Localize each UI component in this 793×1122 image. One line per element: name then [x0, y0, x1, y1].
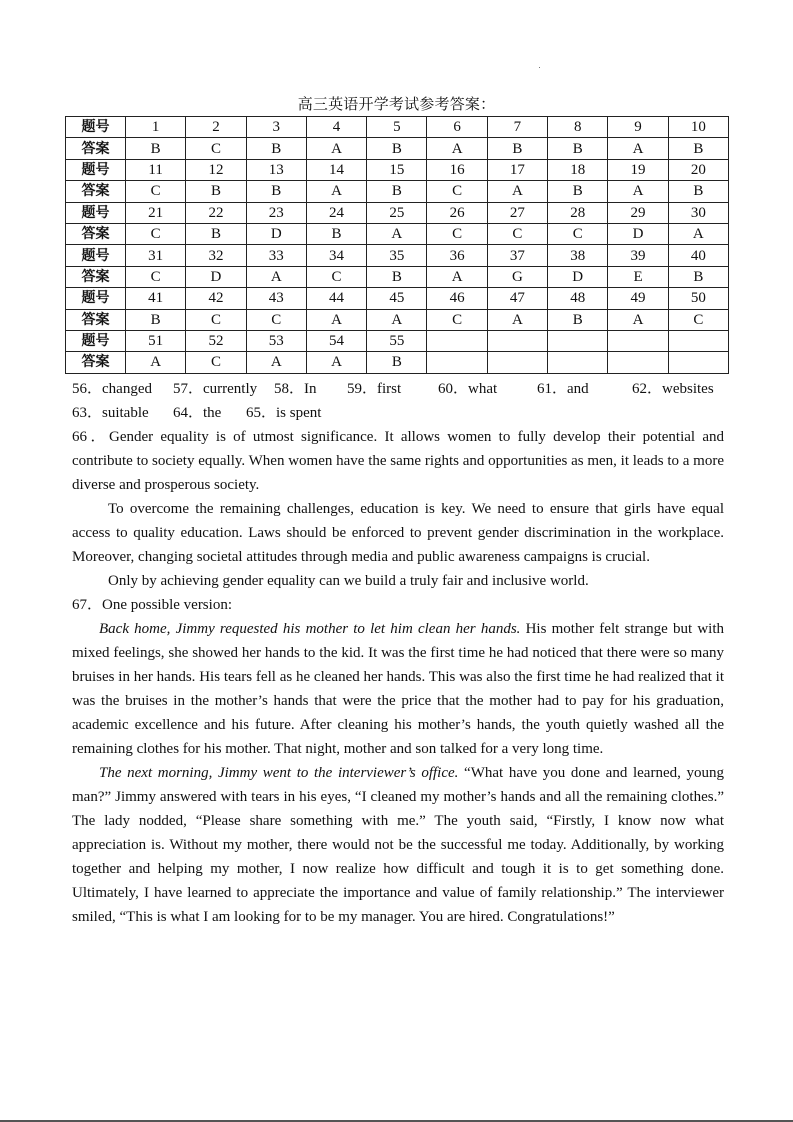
q67-p1-lead-sentence: Back home, Jimmy requested his mother to let him clean her hands.	[99, 621, 521, 637]
question-number-row-label: 题号	[66, 245, 126, 266]
answer-cell: B	[306, 223, 366, 244]
question-number-cell: 2	[186, 117, 246, 138]
answer-cell: C	[246, 309, 306, 330]
answer-cell	[668, 352, 728, 373]
question-number-cell: 1	[126, 117, 186, 138]
question-number-cell: 12	[186, 159, 246, 180]
question-number-row	[66, 117, 729, 138]
question-number-row	[66, 330, 729, 351]
answer-row-label: 答案	[66, 309, 126, 330]
question-number-row-label: 题号	[66, 117, 126, 138]
answer-cell: G	[487, 266, 547, 287]
fill-in-row-1	[72, 377, 732, 401]
q67-heading: 67．One possible version:	[72, 597, 232, 613]
answer-row	[66, 138, 729, 159]
question-number-cell: 41	[126, 288, 186, 309]
answer-cell: B	[548, 138, 608, 159]
question-number-cell: 21	[126, 202, 186, 223]
question-number-cell: 42	[186, 288, 246, 309]
question-number-cell: 23	[246, 202, 306, 223]
q67-paragraph-2	[72, 761, 724, 929]
question-number-row-label: 题号	[66, 288, 126, 309]
fill-answer: 61．and	[537, 381, 589, 397]
answer-row-label: 答案	[66, 181, 126, 202]
answer-row-label: 答案	[66, 352, 126, 373]
question-number-cell: 33	[246, 245, 306, 266]
q67-paragraph-1	[72, 617, 724, 761]
answer-cell: A	[608, 309, 668, 330]
answer-row	[66, 309, 729, 330]
question-number-cell	[548, 330, 608, 351]
answer-cell: D	[608, 223, 668, 244]
question-number-cell: 40	[668, 245, 728, 266]
question-number-row	[66, 245, 729, 266]
fill-answer: 57．currently	[173, 381, 258, 397]
answer-cell: C	[668, 309, 728, 330]
question-number-cell	[608, 330, 668, 351]
question-number-cell: 47	[487, 288, 547, 309]
answer-cell: A	[306, 181, 366, 202]
question-number-cell: 7	[487, 117, 547, 138]
answer-cell: A	[487, 309, 547, 330]
answer-cell: C	[126, 223, 186, 244]
answer-row	[66, 266, 729, 287]
question-number-cell: 31	[126, 245, 186, 266]
answer-cell: C	[427, 223, 487, 244]
answer-cell: A	[306, 309, 366, 330]
fill-in-answers	[72, 377, 732, 425]
question-number-cell: 16	[427, 159, 487, 180]
answer-cell: D	[548, 266, 608, 287]
q67-p2-lead-sentence: The next morning, Jimmy went to the interviewer’s office.	[99, 765, 459, 781]
question-number-cell: 13	[246, 159, 306, 180]
question-number-cell: 6	[427, 117, 487, 138]
answer-row	[66, 181, 729, 202]
answer-cell: A	[427, 138, 487, 159]
question-number-cell: 29	[608, 202, 668, 223]
answer-cell: A	[126, 352, 186, 373]
question-number-cell: 51	[126, 330, 186, 351]
answer-cell: C	[306, 266, 366, 287]
answer-cell: A	[367, 223, 427, 244]
question-number-cell: 28	[548, 202, 608, 223]
question-number-cell: 38	[548, 245, 608, 266]
question-number-cell: 34	[306, 245, 366, 266]
answer-cell	[608, 352, 668, 373]
question-number-cell: 37	[487, 245, 547, 266]
question-number-cell: 45	[367, 288, 427, 309]
fill-answer: 64．the	[173, 405, 222, 421]
answer-cell: B	[246, 181, 306, 202]
question-number-cell: 43	[246, 288, 306, 309]
question-number-cell: 39	[608, 245, 668, 266]
question-number-cell: 36	[427, 245, 487, 266]
fill-answer: 65．is spent	[246, 405, 322, 421]
answer-cell: A	[487, 181, 547, 202]
answer-cell: A	[668, 223, 728, 244]
question-number-cell: 44	[306, 288, 366, 309]
answer-row	[66, 223, 729, 244]
answer-cell: B	[367, 266, 427, 287]
answer-cell: B	[367, 138, 427, 159]
answer-cell: B	[126, 309, 186, 330]
question-number-cell: 46	[427, 288, 487, 309]
question-number-cell: 55	[367, 330, 427, 351]
q67-p2-body: “What have you done and learned, young man?” Jimmy answered with tears in his eyes, “I cleaned my mother’s hands and all the remaining clothes.” The lady nodded, “Please share something with me.” The youth said, “Firstly, I know now what appreciation is. Without my mother, there would not be the successful me today. Additionally, by working together and helping my mother, I now realize how difficult and tough it is to get something done. Ultimately, I have learned to appreciate the importance and value of family relationship.” The interviewer smiled, “This is what I am looking for to be my manager. You are hired. Congratulations!”	[72, 765, 724, 925]
answer-cell	[427, 352, 487, 373]
question-number-cell: 48	[548, 288, 608, 309]
answer-cell: B	[126, 138, 186, 159]
question-number-cell: 22	[186, 202, 246, 223]
answer-row-label: 答案	[66, 138, 126, 159]
answer-cell: A	[246, 266, 306, 287]
answer-cell: D	[186, 266, 246, 287]
question-number-row	[66, 288, 729, 309]
question-number-cell: 15	[367, 159, 427, 180]
question-number-cell: 26	[427, 202, 487, 223]
answer-row	[66, 352, 729, 373]
fill-in-row-2	[72, 401, 732, 425]
question-number-cell: 11	[126, 159, 186, 180]
answer-cell: A	[306, 138, 366, 159]
answer-cell	[487, 352, 547, 373]
answer-cell: C	[548, 223, 608, 244]
question-number-row-label: 题号	[66, 159, 126, 180]
q66-paragraph-2: To overcome the remaining challenges, education is key. We need to ensure that girls have equal access to quality education. Laws should be enforced to prevent gender discrimination in the workplace. Moreover, changing societal attitudes through media and public awareness campaigns is crucial.	[72, 501, 724, 565]
answer-cell: B	[186, 181, 246, 202]
essay-answers	[72, 425, 724, 929]
question-number-cell: 8	[548, 117, 608, 138]
answer-cell: C	[487, 223, 547, 244]
question-number-cell: 24	[306, 202, 366, 223]
question-number-row-label: 题号	[66, 330, 126, 351]
page-title: 高三英语开学考试参考答案：	[297, 95, 496, 113]
question-number-cell: 32	[186, 245, 246, 266]
question-number-row	[66, 202, 729, 223]
answer-cell: D	[246, 223, 306, 244]
question-number-cell: 18	[548, 159, 608, 180]
answer-cell: A	[608, 138, 668, 159]
answer-cell: A	[367, 309, 427, 330]
question-number-cell: 19	[608, 159, 668, 180]
answer-cell: C	[186, 352, 246, 373]
question-number-cell: 14	[306, 159, 366, 180]
answer-cell: C	[126, 266, 186, 287]
fill-answer: 60．what	[438, 381, 498, 397]
answer-cell: A	[246, 352, 306, 373]
answer-row-label: 答案	[66, 223, 126, 244]
question-number-cell	[487, 330, 547, 351]
question-number-cell: 10	[668, 117, 728, 138]
answer-cell	[548, 352, 608, 373]
question-number-row	[66, 159, 729, 180]
answer-cell: B	[548, 181, 608, 202]
question-number-cell: 53	[246, 330, 306, 351]
question-number-cell: 25	[367, 202, 427, 223]
answer-cell: A	[306, 352, 366, 373]
answer-cell: B	[487, 138, 547, 159]
answer-cell: C	[186, 309, 246, 330]
fill-answer: 62．websites	[632, 381, 714, 397]
question-number-cell: 9	[608, 117, 668, 138]
answer-cell: A	[608, 181, 668, 202]
question-number-cell: 35	[367, 245, 427, 266]
question-number-cell	[668, 330, 728, 351]
answer-row-label: 答案	[66, 266, 126, 287]
answer-cell: B	[668, 138, 728, 159]
answer-cell: C	[186, 138, 246, 159]
fill-answer: 56．changed	[72, 381, 152, 397]
answer-cell: B	[367, 181, 427, 202]
answer-cell: B	[186, 223, 246, 244]
answer-cell: B	[367, 352, 427, 373]
answer-cell: B	[246, 138, 306, 159]
question-number-cell: 27	[487, 202, 547, 223]
answer-cell: B	[668, 181, 728, 202]
answer-cell: C	[126, 181, 186, 202]
answer-cell: C	[427, 181, 487, 202]
answer-key-table	[65, 116, 729, 374]
scan-speck	[539, 67, 540, 68]
answer-cell: B	[668, 266, 728, 287]
q66-paragraph-1: 66．Gender equality is of utmost significance. It allows women to fully develop their potential and contribute to society equally. When women have the same rights and opportunities as men, it leads to a more diverse and prosperous society.	[72, 429, 724, 493]
answer-cell: B	[548, 309, 608, 330]
answer-cell: A	[427, 266, 487, 287]
fill-answer: 58．In	[274, 381, 317, 397]
answer-cell: E	[608, 266, 668, 287]
question-number-cell: 52	[186, 330, 246, 351]
fill-answer: 63．suitable	[72, 405, 149, 421]
question-number-row-label: 题号	[66, 202, 126, 223]
question-number-cell: 17	[487, 159, 547, 180]
fill-answer: 59．first	[347, 381, 402, 397]
question-number-cell	[427, 330, 487, 351]
question-number-cell: 4	[306, 117, 366, 138]
question-number-cell: 3	[246, 117, 306, 138]
question-number-cell: 49	[608, 288, 668, 309]
question-number-cell: 54	[306, 330, 366, 351]
question-number-cell: 50	[668, 288, 728, 309]
answer-cell: C	[427, 309, 487, 330]
question-number-cell: 30	[668, 202, 728, 223]
q67-p1-body: His mother felt strange but with mixed feelings, she showed her hands to the kid. It was the first time he had noticed that there were so many bruises in her hands. His tears fell as he cleaned her hands. This was also the first time he had realized that it was the bruises in the mother’s hands that were the price that the mother had to pay for his graduation, academic excellence and his future. After cleaning his mother’s hands, the youth quietly washed all the remaining clothes for his mother. That night, mother and son talked for a very long time.	[72, 621, 724, 757]
question-number-cell: 5	[367, 117, 427, 138]
q66-paragraph-3: Only by achieving gender equality can we build a truly fair and inclusive world.	[108, 573, 589, 589]
question-number-cell: 20	[668, 159, 728, 180]
